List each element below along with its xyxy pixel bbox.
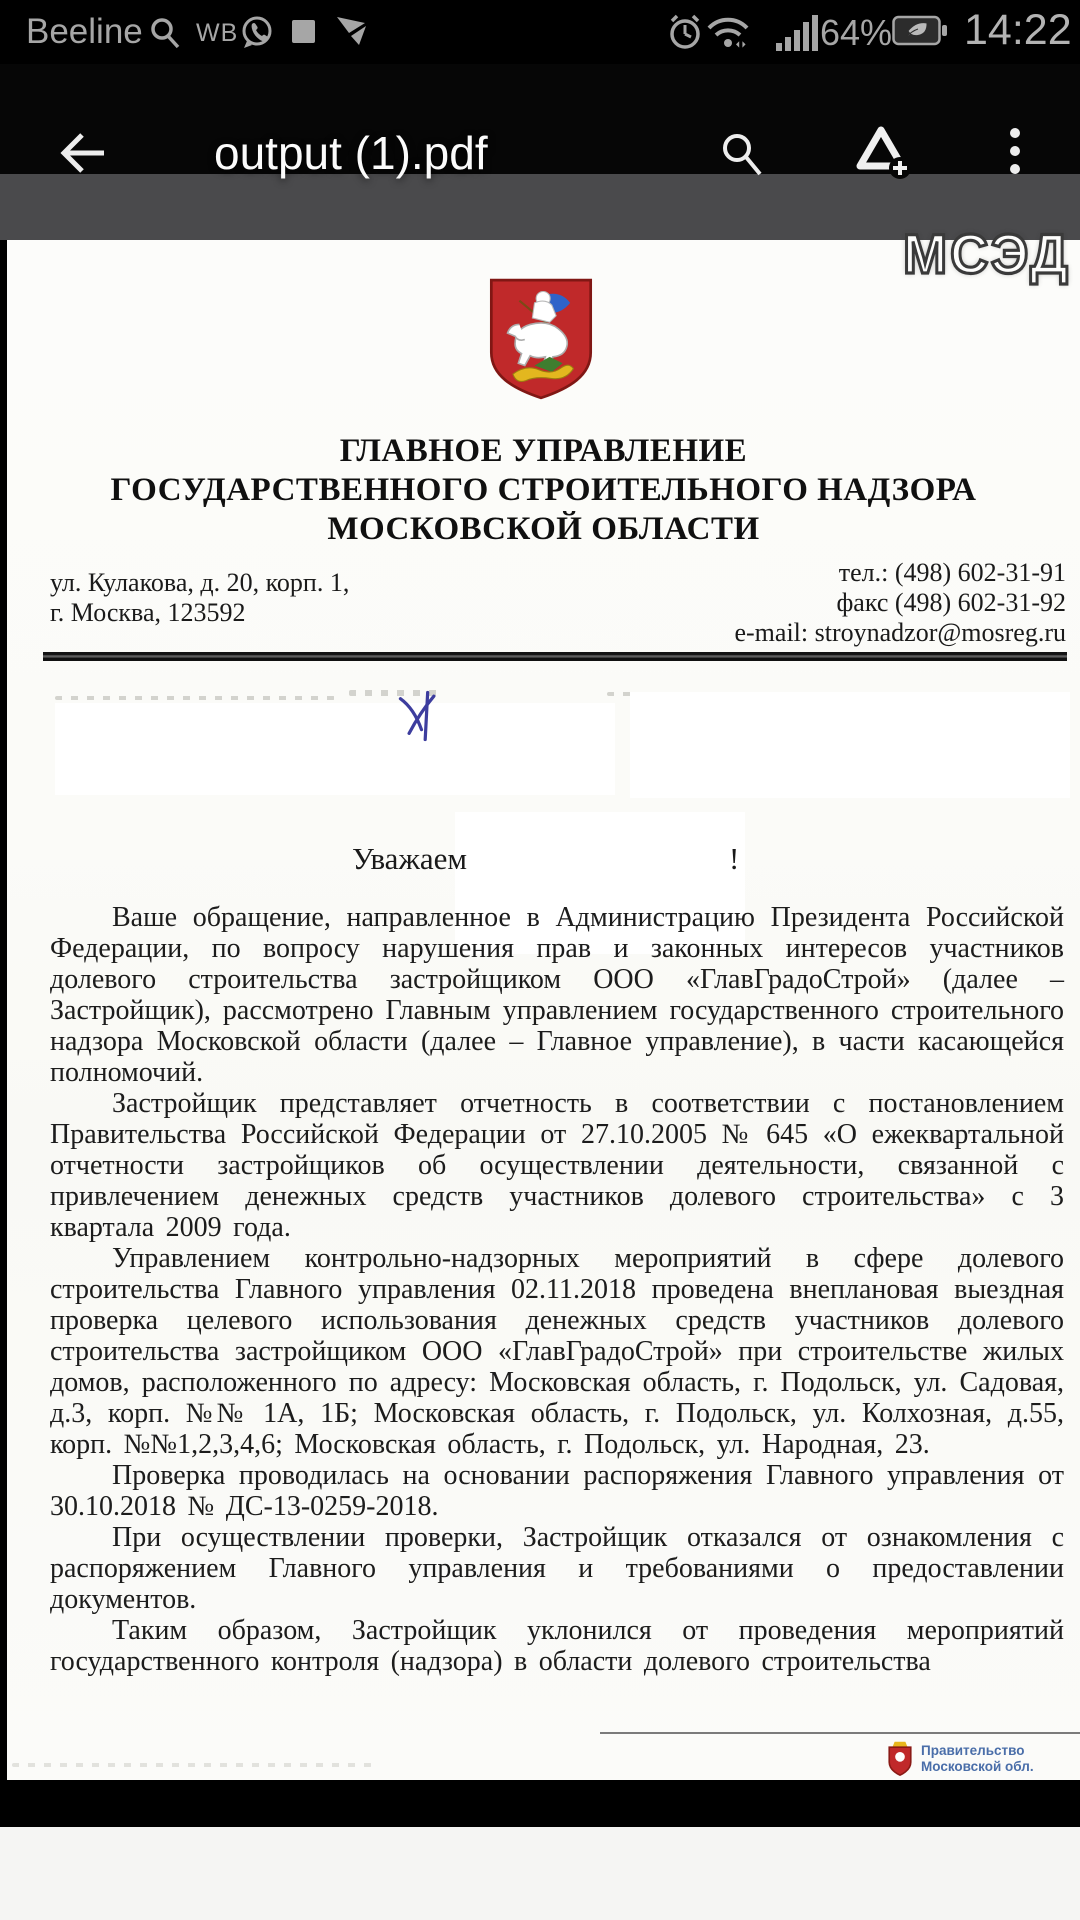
carrier-label: Beeline [26, 12, 143, 51]
government-label-line2: Московской обл. [921, 1759, 1034, 1774]
paragraph: Таким образом, Застройщик уклонился от проведения мероприятий государственного контроля (надзора) в области долевого строительства [50, 1615, 1064, 1677]
paragraph: Застройщик представляет отчетность в соответствии с постановлением Правительства Российской Федерации от 27.10.2005 № 645 «О ежеквартальной отчетности застройщиков об осуществлении деятельности, связанной с привлечением денежных средств участников долевого строительства» с 3 квартала 2009 года. [50, 1088, 1064, 1243]
square-app-icon [292, 20, 315, 43]
government-label-line1: Правительство [921, 1743, 1025, 1758]
paragraph: При осуществлении проверки, Застройщик отказался от ознакомления с распоряжением Главного управления и требованиями о предоставлении документов. [50, 1522, 1064, 1615]
org-name-line1: ГЛАВНОЕ УПРАВЛЕНИЕ [339, 433, 748, 469]
wifi-icon [704, 14, 754, 52]
email-line: e-mail: stroynadzor@mosreg.ru [734, 618, 1066, 647]
faint-footer-remnant [12, 1763, 372, 1767]
org-address [50, 568, 349, 628]
app-toolbar [0, 64, 1080, 174]
government-label [921, 1743, 1034, 1775]
status-bar [0, 0, 1080, 64]
fax-line: факс (498) 602-31-92 [836, 588, 1066, 617]
org-name-line2: ГОСУДАРСТВЕННОГО СТРОИТЕЛЬНОГО НАДЗОРА [110, 472, 977, 508]
paragraph: Управлением контрольно-надзорных мероприятий в сфере долевого строительства Главного управления 02.11.2018 проведена внеплановая выездная проверка целевого использования денежных средств участников долевого строительства застройщиком ООО «ГлавГрадоСтрой» при строительстве жилых домов, расположенного по адресу: Московская область, г. Подольск, ул. Садовая, д.3, корп. №№ 1А, 1Б; Московская область, г. Подольск, ул. Колхозная, д.55, корп. №№1,2,3,4,6; Московская область, г. Подольск, ул. Народная, 23. [50, 1243, 1064, 1460]
battery-percent: 64% [820, 12, 893, 53]
wb-app-icon: WB [196, 19, 239, 47]
phone-line: тел.: (498) 602-31-91 [838, 558, 1066, 587]
redaction-box-left [55, 703, 615, 795]
back-button[interactable] [58, 130, 110, 176]
whatsapp-icon [238, 13, 276, 51]
paragraph: Проверка проводилась на основании распоряжения Главного управления от 30.10.2018 № ДС-13-0259-2018. [50, 1460, 1064, 1522]
handwritten-pen-mark [395, 690, 443, 742]
header-divider [43, 652, 1067, 661]
mced-stamp: МСЭД [903, 223, 1071, 286]
org-name [7, 432, 1080, 549]
address-line1: ул. Кулакова, д. 20, корп. 1, [50, 568, 350, 597]
paragraph: Ваше обращение, направленное в Администрацию Президента Российской Федерации, по вопросу нарушения прав и законных интересов участников долевого строительства застройщиком ООО «ГлавГрадоСтрой» (далее – Застройщик), рассмотрено Главным управлением государственного строительного надзора Московской области (далее – Главное управление), в части касающейся полномочий. [50, 902, 1064, 1088]
footer-divider [600, 1732, 1080, 1734]
redacted-text-remnant [55, 696, 335, 700]
alarm-icon [666, 12, 704, 52]
search-button[interactable] [718, 130, 766, 178]
pdf-page [7, 240, 1080, 1780]
flag-check-icon [334, 13, 370, 49]
salutation: Уважаем [352, 841, 467, 876]
government-crest-icon [886, 1740, 914, 1778]
org-name-line3: МОСКОВСКОЙ ОБЛАСТИ [327, 511, 760, 547]
org-contacts [734, 558, 1066, 648]
next-page-preview [0, 1827, 1080, 1920]
search-icon [148, 16, 182, 50]
address-line2: г. Москва, 123592 [50, 598, 246, 627]
overflow-menu-button[interactable] [1008, 126, 1022, 178]
clock-label: 14:22 [964, 6, 1072, 54]
battery-saver-icon [892, 15, 950, 47]
signal-icon [776, 13, 820, 51]
letter-body [50, 902, 1064, 1677]
moscow-region-coat-of-arms-icon [487, 276, 595, 402]
salutation-punct: ! [729, 841, 740, 876]
document-title: output (1).pdf [214, 127, 488, 179]
add-to-drive-button[interactable] [854, 124, 914, 182]
redaction-box-right [630, 692, 1070, 798]
